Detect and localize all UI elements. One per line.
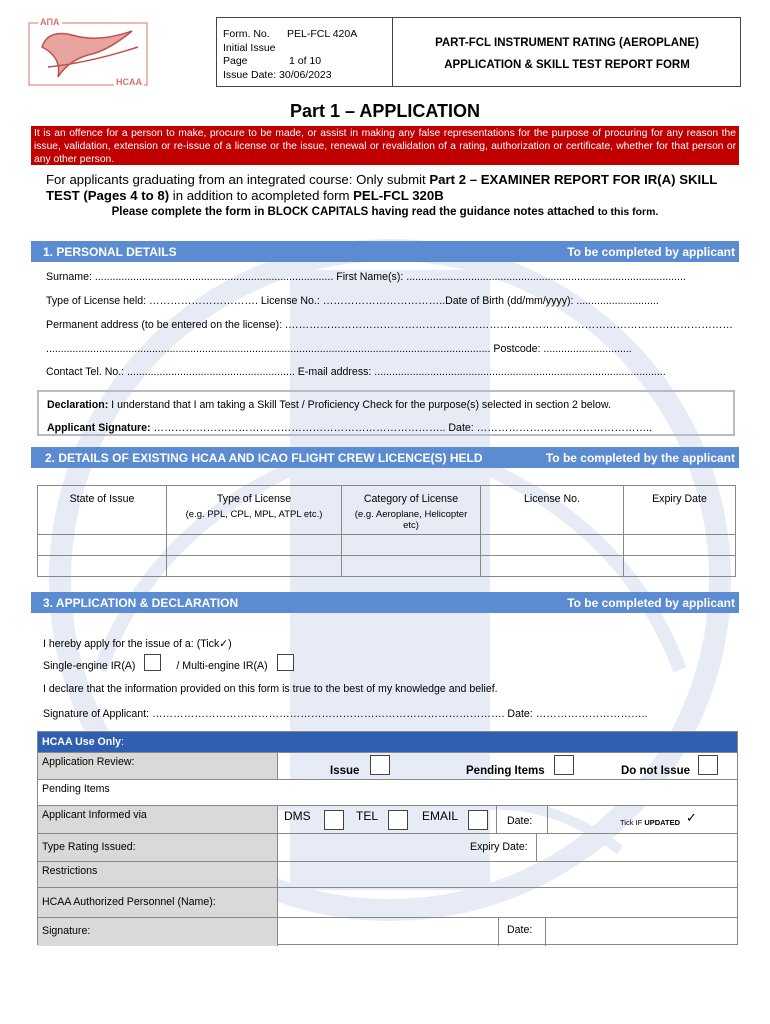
do-not-issue-label: Do not Issue — [621, 765, 691, 777]
application-review-label: Application Review: — [38, 753, 278, 780]
pending-items-label: Pending Items — [466, 765, 545, 777]
col-category-hint: (e.g. Aeroplane, Helicopter etc) — [354, 509, 468, 531]
dms-label: DMS — [284, 809, 311, 823]
intro-text — [46, 172, 746, 203]
form-title-line1: PART-FCL INSTRUMENT RATING (AEROPLANE) — [435, 37, 699, 49]
page-title: Part 1 – APPLICATION — [289, 101, 481, 121]
hcaa-header — [38, 732, 737, 752]
page-label: Page — [223, 55, 248, 68]
col-license-no: License No. — [481, 486, 624, 535]
please-b: to this form. — [597, 206, 659, 218]
logo-top-text: ΑΠΑ — [40, 17, 60, 27]
warning-banner: It is an offence for a person to make, procure to be made, or assist in making any false representations for the purpose of procuring for any reason the issue, validation, extension or re-issue of a license or the issue, renewal or revalidation of a rating, authorization or certificate, whether for that person or any other person. — [31, 126, 739, 165]
form-title — [394, 18, 740, 86]
address-postcode-line[interactable]: ....................................................................................................................................................... Postcode: .............................. — [46, 343, 632, 355]
issue-label: Issue — [330, 765, 360, 777]
declaration-label: Declaration: — [47, 399, 109, 411]
col-type-hint: (e.g. PPL, CPL, MPL, ATPL etc.) — [185, 509, 323, 520]
col-type: Type of License (e.g. PPL, CPL, MPL, ATPL etc.) — [167, 486, 342, 535]
initial-issue: Initial Issue — [223, 41, 276, 54]
single-engine-label: Single-engine IR(A) — [43, 660, 136, 672]
table-row[interactable] — [38, 556, 736, 577]
col-category: Category of License (e.g. Aeroplane, Helicopter etc) — [342, 486, 481, 535]
section-2-title: 2. DETAILS OF EXISTING HCAA AND ICAO FLIGHT CREW LICENCE(S) HELD — [45, 451, 483, 465]
address-line[interactable]: Permanent address (to be entered on the license): .……………………………………………………………………………………………………………… — [46, 319, 733, 331]
hcaa-logo — [28, 17, 150, 87]
personnel-row — [38, 887, 737, 918]
intro-b: Part 2 – EXAMINER REPORT FOR IR(A) SKILL TEST (Pages 4 to 8) — [46, 172, 718, 203]
multi-engine-checkbox[interactable] — [277, 654, 294, 671]
application-review-row — [38, 752, 737, 780]
restrictions-label: Restrictions — [38, 862, 278, 888]
section-3-note: To be completed by applicant — [567, 596, 735, 610]
license-line[interactable]: Type of License held: …………………………. License No.: ……………………………..Date of Birth (dd/mm/yyyy): ............................ — [46, 295, 659, 307]
form-no-label: Form. No. — [223, 28, 270, 40]
informed-date-label: Date: — [496, 806, 548, 834]
applicant-signature-line[interactable] — [47, 422, 652, 434]
applicant-informed-label: Applicant Informed via — [38, 806, 278, 834]
license-table-header — [38, 486, 736, 535]
apply-line: I hereby apply for the issue of a: (Tick✓) — [43, 638, 232, 650]
signature-row — [38, 917, 737, 946]
do-not-issue-checkbox[interactable] — [698, 755, 718, 775]
applicant-signature-label: Applicant Signature: — [47, 422, 151, 434]
form-meta — [217, 18, 393, 86]
signature-of-applicant-line[interactable]: Signature of Applicant: ………………………………………………………………………………………. Date: ………………………….. — [43, 708, 648, 720]
section-2-note: To be completed by the applicant — [545, 451, 735, 465]
pending-items-checkbox[interactable] — [554, 755, 574, 775]
section-3-header — [31, 592, 739, 613]
signature-label: Signature: — [38, 918, 278, 946]
applicant-signature-dots: ……………………………………………………………………….. Date: ………………………………………….. — [150, 422, 653, 434]
intro-a: For applicants graduating from an integrated course: Only submit — [46, 172, 430, 187]
section-1-header — [31, 241, 739, 262]
license-table — [37, 485, 736, 577]
hcaa-title: HCAA Use Only: — [42, 736, 125, 748]
tel-label: TEL — [356, 809, 379, 823]
personnel-label: HCAA Authorized Personnel (Name): — [38, 888, 278, 918]
section-3-title: 3. APPLICATION & DECLARATION — [43, 596, 239, 610]
surname-line[interactable]: Surname: ................................................................................. First Name(s): ............................................................................................... — [46, 271, 686, 283]
contact-line[interactable]: Contact Tel. No.: ......................................................... E-mail address: ................................................................................................... — [46, 366, 666, 378]
declaration-body: I understand that I am taking a Skill Test / Proficiency Check for the purpose(s) selected in section 2 below. — [108, 399, 611, 411]
section-2-header — [31, 447, 739, 468]
form-header — [216, 17, 741, 87]
section-1-title: 1. PERSONAL DETAILS — [43, 245, 177, 259]
intro-d: PEL-FCL 320B — [353, 187, 444, 203]
email-label: EMAIL — [422, 809, 459, 823]
tel-checkbox[interactable] — [388, 810, 408, 830]
page-value: 1 of 10 — [289, 55, 322, 68]
truth-declaration: I declare that the information provided on this form is true to the best of my knowledge and belief. — [43, 683, 498, 695]
table-row[interactable] — [38, 535, 736, 556]
email-checkbox[interactable] — [468, 810, 488, 830]
tick-if-updated: Tick IF UPDATED — [620, 818, 681, 827]
declaration-text — [47, 399, 611, 411]
pending-items-row-label: Pending Items — [38, 780, 737, 806]
expiry-date-label: Expiry Date: — [470, 834, 537, 862]
block-capitals-note — [0, 206, 770, 218]
engine-options — [43, 660, 294, 672]
type-rating-row — [38, 833, 737, 862]
logo-bottom-text: HCAA — [116, 77, 142, 87]
issue-checkbox[interactable] — [370, 755, 390, 775]
type-rating-label: Type Rating Issued: — [38, 834, 278, 862]
section-1-note: To be completed by applicant — [567, 245, 735, 259]
col-state: State of Issue — [38, 486, 167, 535]
form-title-line2: APPLICATION & SKILL TEST REPORT FORM — [444, 59, 690, 71]
dms-checkbox[interactable] — [324, 810, 344, 830]
restrictions-row — [38, 861, 737, 888]
check-mark-icon: ✓ — [686, 810, 697, 825]
hcaa-use-only-table — [37, 731, 738, 945]
declaration-box — [37, 390, 735, 436]
intro-c: in addition to acompleted form — [169, 187, 354, 203]
form-no: PEL-FCL 420A — [287, 28, 358, 40]
col-expiry: Expiry Date — [624, 486, 736, 535]
issue-date: Issue Date: 30/06/2023 — [223, 68, 332, 81]
pending-items-row — [38, 779, 737, 806]
signature-date-label: Date: — [498, 918, 546, 946]
multi-engine-label: / Multi-engine IR(A) — [176, 660, 268, 672]
applicant-informed-row — [38, 805, 737, 834]
please-a: Please complete the form in BLOCK CAPITALS having read the guidance notes attached — [111, 206, 598, 218]
single-engine-checkbox[interactable] — [144, 654, 161, 671]
